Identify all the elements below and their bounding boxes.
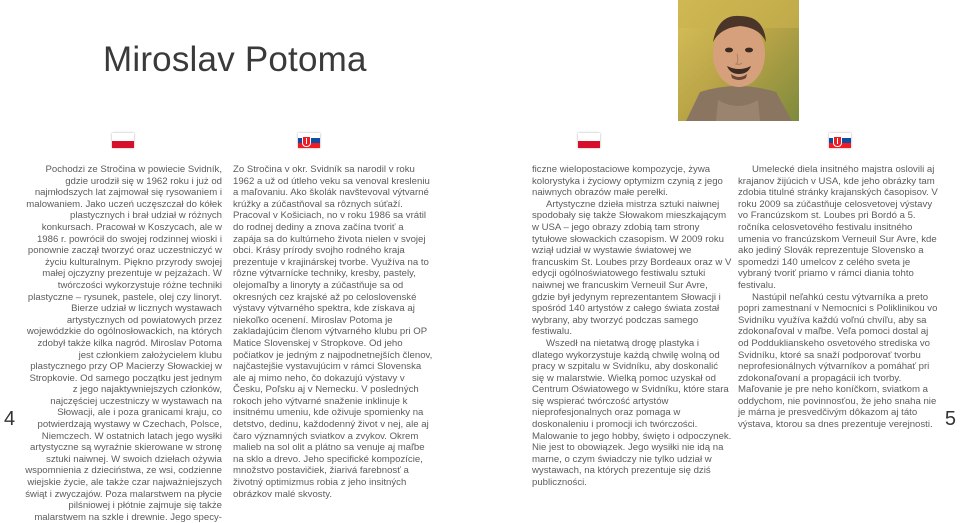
text-column-polish-1 xyxy=(24,164,222,523)
poland-flag-icon xyxy=(578,133,600,148)
paragraph: Nastúpil neľahkú cestu výtvarníka a preto popri zamestnaní v Nemocnici s Poliklinikou vo Svidníku využíva každú voľnú chvíľu, aby sa zdokonaľoval v maľbe. Veľa pomoci dostal aj od Podduklianskeho osvetového strediska vo Svidníku, ktoré sa snaží podporovať tvorbu neprofesionálnych výtvarníkov a pomáhať pri zdokonaľovaní a propagácii ich tvorby. Maľovanie je pre neho koníčkom, sviatkom a oddychom, nie povinnosťou, že jeho snaha nie je márna je presvedčivým dôkazom aj táto výstava, ktorou sa dnes prezentuje verejnosti. xyxy=(738,291,938,431)
text-column-polish-2 xyxy=(532,164,732,489)
paragraph: Zo Stročina v okr. Svidník sa narodil v roku 1962 a už od útleho veku sa venoval kresleniu a maľovaniu. Ako školák navštevoval výtvarné krúžky a zúčastňoval sa rôznych súťaží. Pracoval v Košiciach, no v roku 1986 sa vrátil do rodnej dediny a znova začína tvoriť a zapája sa do kultúrneho života nielen v svojej obci. Krásy prírody svojho rodného kraja prezentuje v krajinárskej tvorbe. Využíva na to rôzne výtvarnícke techniky, kresby, pastely, olejomaľby a linoryty a zúčastňuje sa od okresných cez krajské až po celoslovenské výstavy výtvarného spektra, kde získava aj niekoľko ocenení. Miroslav Potoma je zakladajúcim členom výtvarného klubu pri OP Matice Slovenskej v Stropkove. Od jeho počiatkov je jedným z najpodnetnejších členov, najčastejšie vystavujúcim v rámci Slovenska ale aj mimo neho, čo dokazujú výstavy v Česku, Poľsku aj v Nemecku. V posledných rokoch jeho výtvarné snaženie inklinuje k insitnému umeniu, kde oživuje spomienky na detstvo, dedinu, každodenný život v nej, ale aj čaro významných sviatkov a zvykov. Okrem malieb na sol olit a plátno sa venuje aj maľbe na sklo a drevo. Jeho specifické kompozície, množstvo postavičiek, žiarivá farebnosť a životný optimizmus robia z jeho insitných obrázkov malé skvosty. xyxy=(233,164,433,500)
paragraph: Artystyczne dzieła mistrza sztuki naiwnej spodobały się także Słowakom mieszkającym w USA – jego obrazy zdobią tam strony tytułowe słowackich czasopism. W 2009 roku wziął udział w wystawie światowej we francuskim St. Loubes przy Bordeaux oraz w V edycji ogólnoświatowego festiwalu sztuki naiwnej we francuskim Verneuil Sur Avre, gdzie był jedynym reprezentantem Słowacji i spośród 140 artystów z całego świata został wybrany, aby tworzyć podczas samego festiwalu. xyxy=(532,198,732,338)
artist-portrait xyxy=(678,0,799,121)
page-title: Miroslav Potoma xyxy=(103,40,367,79)
paragraph: ficzne wielopostaciowe kompozycje, żywa kolorystyka i życiowy optymizm czynią z jego naiwnych obrazów małe perełki. xyxy=(532,164,723,199)
poland-flag-icon xyxy=(112,133,134,148)
text-column-slovak-2 xyxy=(738,164,938,431)
paragraph: Wszedł na nietatwą drogę plastyka i dlatego wykorzystuje każdą chwilę wolną od pracy w szpitalu w Svidníku, aby doskonalić się w malarstwie. Wielką pomoc uzyskał od Centrum Oświatowego w Svidníku, które stara się wspierać twórczość artystów nieprofesjonalnych oraz pomaga w doskonaleniu i promocji ich twórczości. Malowanie to jego hobby, święto i odpoczynek. Nie jest to obowiązek. Jego wysiłki nie idą na marne, o czym świadczy nie tylko udział w wystawach, na których prezentuje się dziś publiczności. xyxy=(532,337,732,489)
paragraph: Pochodzi ze Stročina w powiecie Svidník, gdzie urodził się w 1962 roku i już od najmłodszych lat zajmował się rysowaniem i malowaniem. Jako uczeń uczęszczał do kółek plastycznych i brał udział w różnych konkursach. Pracował w Koszycach, ale w 1986 r. powrócił do swojej rodzinnej wioski i ponownie zaczął tworzyć oraz uczestniczyć w życiu kulturalnym. Piękno przyrody swojej małej ojczyzny prezentuje w pejzażach. W twórczości wykorzystuje różne techniki plastyczne – rysunek, pastele, olej czy linoryt. Bierze udział w licznych wystawach artystycznych od powiatowych przez wojewódzkie do ogólnosłowackich, na których zdobył także kilka nagród. Miroslav Potoma jest członkiem założycielem klubu plastycznego przy OP Macierzy Słowackiej w Stropkovie. Od samego początku jest jednym z jego najaktywniejszych członków, najczęściej uczestniczy w wystawach na Słowacji, ale i poza granicami kraju, co potwierdzają wystawy w Czechach, Polsce, Niemczech. W ostatnich latach jego wysłki artystyczne są wyraźnie skierowane w stronę sztuki naiwnej. W swoich dziełach ożywia wspomnienia z dzieciństwa, ze wsi, codzienne wiejskie życie, ale także czar najważniejszych świąt i zwyczajów. Poza malarstwem na płycie pilśniowej i płótnie zajmuje się także malarstwem na szkle i drewnie. Jego specy- xyxy=(25,164,222,523)
text-column-slovak-1 xyxy=(233,164,434,500)
slovakia-flag-icon xyxy=(298,133,320,148)
slovakia-flag-icon xyxy=(829,133,851,148)
page-number-left: 4 xyxy=(4,408,16,430)
page-number-right: 5 xyxy=(944,408,956,430)
paragraph: Umelecké diela insitného majstra oslovili aj krajanov žijúcich v USA, kde jeho obrázky tam zdobia titulné stránky krajanských časopisov. V roku 2009 sa zúčastňuje celosvetovej výstavy vo Francúzskom st. Loubes pri Bordó a 5. ročníka celosvetového festivalu insitného umenia vo francúzskom Verneuil Sur Avre, kde ako jediný Slovák reprezentuje Slovensko a spomedzi 140 umelcov z celého sveta je vybraný tvoriť priamo v rámci diania tohto festivalu. xyxy=(738,164,938,291)
